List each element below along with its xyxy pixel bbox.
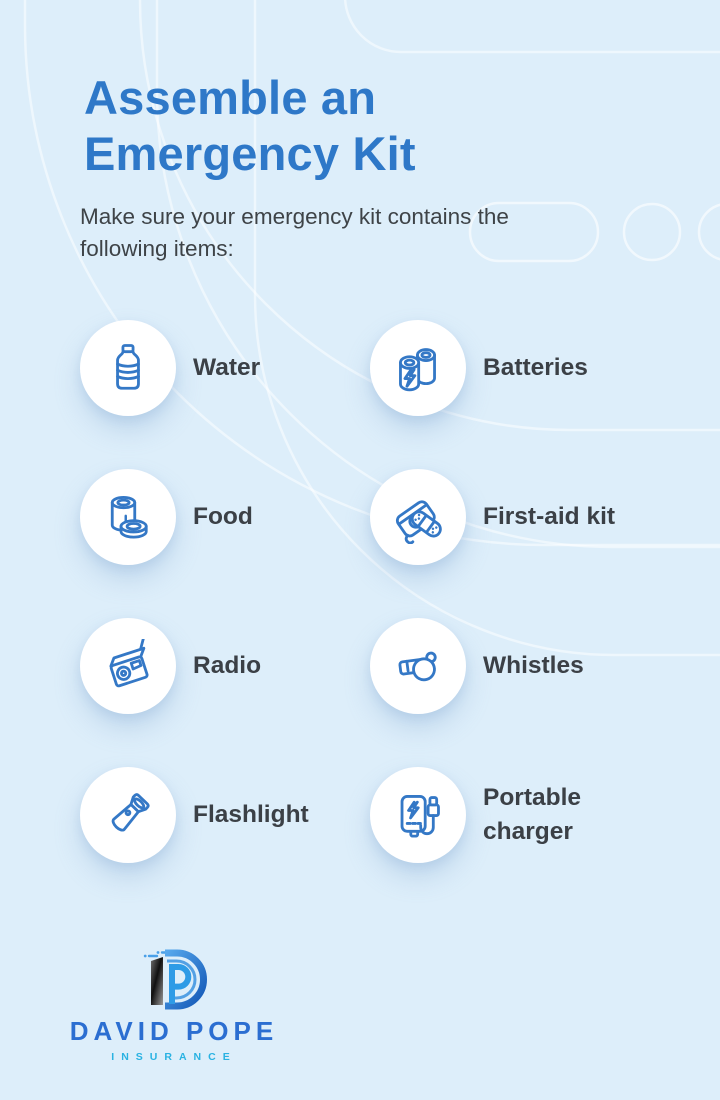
icon-circle [80,618,176,714]
water-bottle-icon [101,341,155,395]
header [80,70,554,265]
batteries-icon [391,341,445,395]
icon-circle [370,469,466,565]
item-label: Food [193,503,253,531]
canned-food-icon [101,490,155,544]
item-label: First-aid kit [483,503,616,531]
brand-logo [69,948,279,1063]
list-item [370,320,670,416]
brand-name: DAVID POPE [69,1016,279,1046]
list-item [370,618,670,714]
page-title: Assemble an Emergency Kit [84,71,416,181]
radio-icon [101,639,155,693]
item-label: Portable charger [483,784,582,845]
item-label: Water [193,354,261,382]
items-grid [80,320,670,863]
portable-charger-icon [391,788,445,842]
item-label: Batteries [483,354,588,382]
item-label: Radio [193,652,262,680]
item-label: Flashlight [193,801,309,829]
icon-circle [370,320,466,416]
list-item [80,469,370,565]
icon-circle [80,767,176,863]
list-item [80,767,370,863]
list-item [370,469,670,565]
whistle-icon [391,639,445,693]
list-item [370,767,670,863]
list-item [80,320,370,416]
item-label: Whistles [483,652,584,680]
brand-subtitle: INSURANCE [111,1051,237,1063]
brand-mark-icon [140,948,208,1010]
icon-circle [370,618,466,714]
icon-circle [80,469,176,565]
list-item [80,618,370,714]
flashlight-icon [101,788,155,842]
first-aid-kit-icon [391,490,445,544]
icon-circle [80,320,176,416]
icon-circle [370,767,466,863]
page-subtitle: Make sure your emergency kit contains the following items: [80,203,509,261]
